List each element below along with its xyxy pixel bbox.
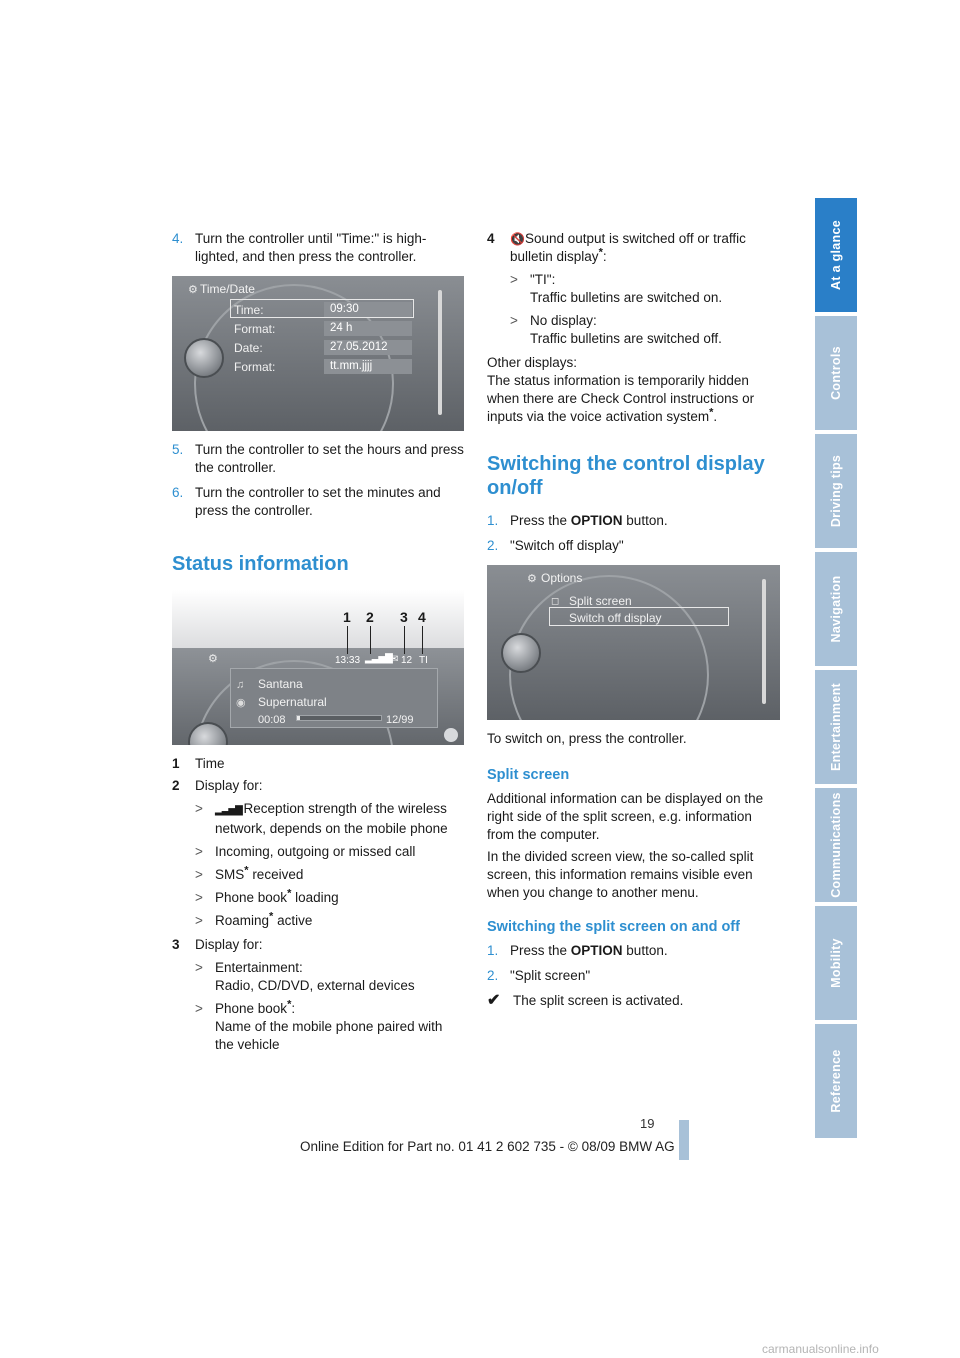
bullet-text: Radio, CD/DVD, external devices: [215, 978, 415, 993]
subsection-title: Split screen: [487, 767, 570, 783]
menu-icon: ⚙: [188, 284, 198, 296]
signal-strength-icon: ▂▃▅▇: [365, 653, 392, 664]
bullet: [195, 889, 464, 907]
bullet-mark: >: [195, 801, 203, 816]
bullet-mark: >: [510, 272, 518, 287]
step-number: 1.: [487, 513, 499, 528]
callout-3: 3: [400, 609, 408, 625]
step-text: Turn the controller until "Time:" is high-lighted, and then press the controller.: [195, 231, 427, 264]
item-number: 3: [172, 937, 180, 952]
footer-text: Online Edition for Part no. 01 41 2 602 735 - © 08/09 BMW AG: [300, 1139, 675, 1154]
step-text: "Switch off display": [510, 538, 624, 553]
bullet-mark: >: [510, 313, 518, 328]
step-number: 6.: [172, 485, 184, 500]
asterisk: *: [244, 864, 249, 877]
item-text: Display for:: [195, 778, 263, 793]
controller-knob-icon: [501, 633, 541, 673]
screen-header: Options: [541, 571, 583, 585]
step-text: "Split screen": [510, 968, 591, 983]
bullet: [510, 312, 780, 348]
page-marker: [679, 1120, 689, 1160]
step-2: [487, 537, 780, 555]
mute-icon: 🔇: [510, 232, 525, 246]
row-value: 09:30: [324, 302, 412, 317]
step-number: 2.: [487, 968, 499, 983]
bullet-text: "TI":: [530, 272, 556, 287]
elapsed-time: 00:08: [258, 714, 286, 726]
step-6: [172, 484, 464, 520]
bullet-text: Roaming: [215, 913, 270, 928]
step-number: 5.: [172, 442, 184, 457]
artist-icon: ♫: [236, 679, 245, 691]
paragraph: In the divided screen view, the so-called split screen, this information remains visible even when you change to another menu.: [487, 849, 754, 900]
tab-navigation[interactable]: Navigation: [815, 552, 857, 670]
tab-driving-tips[interactable]: Driving tips: [815, 434, 857, 552]
status-ti: TI: [419, 655, 428, 666]
controller-knob-icon: [184, 338, 224, 378]
item-2: [172, 777, 464, 795]
option-button-label: OPTION: [570, 943, 623, 958]
row-label: Time:: [234, 303, 264, 317]
step-text: Turn the controller to set the hours and press the controller.: [195, 442, 464, 475]
scrollbar: [762, 579, 766, 704]
item-text: Sound output is switched off or traffic bulletin display: [510, 231, 746, 264]
bullet-mark: >: [195, 960, 203, 975]
item-number: 4: [487, 231, 495, 246]
sms-icon: ✉: [390, 654, 399, 665]
section-title: Status information: [172, 553, 349, 575]
right-knob-icon: [444, 728, 458, 742]
row-label: Date:: [234, 341, 263, 355]
tab-communications[interactable]: Communications: [815, 788, 857, 906]
options-icon: ⚙: [527, 573, 537, 585]
bullet: [195, 959, 464, 995]
time-date-screen: [172, 276, 464, 431]
page-number: 19: [640, 1116, 655, 1131]
bullet-text: Phone book: [215, 1001, 288, 1016]
bullet: [195, 866, 464, 884]
bullet-mark: >: [195, 913, 203, 928]
bullet-text: received: [252, 867, 304, 882]
row-value: tt.mm.jjjj: [324, 359, 412, 374]
step-5: [172, 441, 464, 477]
asterisk: *: [709, 406, 714, 419]
option-button-label: OPTION: [570, 513, 623, 528]
progress-fill: [297, 716, 300, 720]
bullet-text: loading: [295, 890, 339, 905]
paragraph: To switch on, press the controller.: [487, 731, 687, 746]
right-column: [487, 230, 780, 1010]
step-text: Press the: [510, 943, 571, 958]
asterisk: *: [598, 246, 603, 259]
options-screen: [487, 565, 780, 720]
status-time: 13:33: [335, 655, 361, 666]
item-number: 2: [172, 778, 180, 793]
step-1: [487, 942, 780, 960]
chapter-tabs: [815, 198, 857, 1142]
bullet: [195, 912, 464, 930]
paragraph-text: Other displays:: [487, 355, 578, 370]
step-number: 2.: [487, 538, 499, 553]
bullet: [195, 800, 464, 838]
status-sms: 12: [401, 655, 413, 666]
item-text: Display for:: [195, 937, 263, 952]
tab-controls[interactable]: Controls: [815, 316, 857, 434]
bullet-text: Traffic bulletins are switched off.: [530, 331, 722, 346]
callout-4: 4: [418, 609, 426, 625]
row-label: Format:: [234, 322, 276, 336]
bullet-text: Incoming, outgoing or missed call: [215, 844, 416, 859]
bullet-text: :: [291, 1001, 296, 1016]
tab-entertainment[interactable]: Entertainment: [815, 670, 857, 788]
asterisk: *: [269, 910, 274, 923]
step-text: button.: [622, 943, 668, 958]
track-count: 12/99: [386, 714, 414, 726]
step-text: Turn the controller to set the minutes and press the controller.: [195, 485, 441, 518]
section-title: Switching the control display on/off: [487, 453, 765, 499]
result-line: [487, 992, 780, 1010]
bullet-mark: >: [195, 844, 203, 859]
tab-mobility[interactable]: Mobility: [815, 906, 857, 1024]
bullet: [195, 1000, 464, 1054]
item-3: [172, 936, 464, 954]
status-screen: [172, 590, 464, 745]
subsection-title: Switching the split screen on and off: [487, 919, 740, 935]
bullet-text: Name of the mobile phone paired with the vehicle: [215, 1019, 443, 1052]
row-value: 27.05.2012: [324, 340, 412, 355]
bullet-text: SMS: [215, 867, 245, 882]
result-text: The split screen is activated.: [513, 993, 684, 1008]
callout-2: 2: [366, 609, 374, 625]
item-text: :: [602, 249, 607, 264]
bullet-mark: >: [195, 890, 203, 905]
bullet-mark: >: [195, 1001, 203, 1016]
step-text: Press the: [510, 513, 571, 528]
bullet: [195, 843, 464, 861]
asterisk: *: [287, 998, 292, 1011]
left-column: [172, 230, 464, 1054]
track-album: Supernatural: [258, 695, 327, 709]
step-text: button.: [622, 513, 668, 528]
disc-icon: ◉: [236, 697, 246, 709]
item-text: Time: [195, 756, 225, 771]
progress-bar: [296, 715, 382, 721]
scrollbar: [438, 290, 442, 415]
option-split-screen: Split screen: [569, 594, 632, 608]
split-screen-icon: ◻: [551, 596, 560, 607]
step-1: [487, 512, 780, 530]
bullet-text: Entertainment:: [215, 960, 303, 975]
step-number: 4.: [172, 231, 184, 246]
item-1: [172, 755, 464, 773]
paragraph-text: .: [713, 409, 718, 424]
paragraph: [487, 354, 780, 426]
bullet-text: Phone book: [215, 890, 288, 905]
tab-at-a-glance[interactable]: At a glance: [815, 198, 857, 316]
track-artist: Santana: [258, 677, 303, 691]
option-switch-off-display: Switch off display: [569, 611, 662, 625]
bullet-text: Traffic bulletins are switched on.: [530, 290, 723, 305]
step-4: [172, 230, 464, 266]
checkmark-icon: ✔: [487, 992, 501, 1009]
asterisk: *: [287, 887, 292, 900]
bullet-text: active: [277, 913, 313, 928]
row-label: Format:: [234, 360, 276, 374]
step-number: 1.: [487, 943, 499, 958]
row-value: 24 h: [324, 321, 412, 336]
screen-header: Time/Date: [200, 282, 255, 296]
bullet-text: No display:: [530, 313, 597, 328]
tab-reference[interactable]: Reference: [815, 1024, 857, 1142]
paragraph-text: The status information is temporarily hidden when there are Check Control instructions or inputs via the voice activation system: [487, 373, 755, 424]
bullet-text: Reception strength of the wireless network, depends on the mobile phone: [215, 801, 448, 836]
callout-1: 1: [343, 609, 351, 625]
step-2: [487, 967, 780, 985]
menu-icon: ⚙: [208, 653, 218, 665]
bullet: [510, 271, 780, 307]
signal-strength-icon: ▂▃▅▇: [215, 805, 244, 816]
item-4: [487, 230, 780, 266]
bullet-mark: >: [195, 867, 203, 882]
item-number: 1: [172, 756, 180, 771]
watermark: carmanualsonline.info: [762, 1342, 879, 1356]
paragraph: Additional information can be displayed on the right side of the split screen, e.g. information from the computer.: [487, 791, 764, 842]
